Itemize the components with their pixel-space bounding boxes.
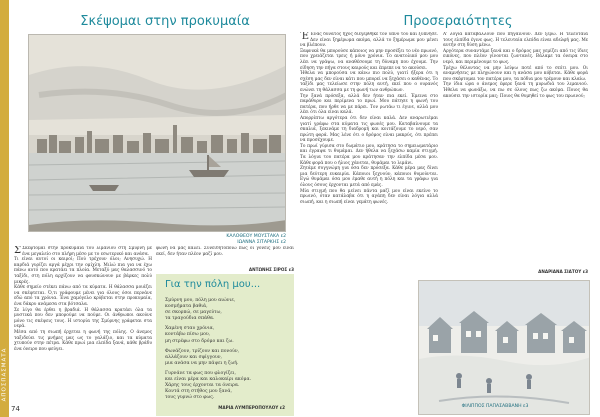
article-paragraph: Απορρίπτω αργότερα ότι δεν είναι καλά. Δεν αναρωτιέμαι γιατί γράφω στα κύματα τις φωνές μου. Καταβαίνουμε τα σκαλιά, ξεκινάμε τη διαδρομή και κοιτάζουμε το νερό, σαν πρώτη φορά. Μας λένε ότι ο δρόμος είναι μακρύς, ότι πρέπει να προσέχουμε. [300,115,438,144]
poem-body [165,298,290,401]
poem-line: τα τραγούδια σπάθα. [165,316,215,322]
poem-line: μια ανάσα να μην πάψει η ζωή. [165,360,239,366]
poem-line: Γυρνάνε τα φως που φλογίζει, [165,370,236,376]
poem-line: σε σκορπώ, σε μαγεύτω, [165,310,222,316]
poem-line: Χαμένη σταυ χρόνια, [165,326,215,332]
article-paragraph: Τι είναι αυτοί οι καιροί; Πού τρέχουν όλοι; Ανησυχώ. Η καρδιά γυρίζει αργά μέχρι την ομίχλη. Μιλώ πια για να έχω πάνω αυτό που κρατάει τα πλοία. Μεταξύ μας θαλασσινό το ταξίδι, στη πόλη αρχίζουν να φουσκώνουν με βάρκες πολύ μικρές. [14,257,152,285]
poem-line: Κοντά στη στήθος μου ξανά, [165,389,232,395]
poem-line: Χάρης τους έρχονται τα όνειρα. [165,383,240,389]
article-paragraph: Την ξανά πρόσεξα, αλλά δεν ήταν πια εκεί. Έμεινα στο παράθυρο και περίμενα το πρωί. Μου πάτησε η φωνή του πατέρα, που ήρθε να με πάρει. Τον ρωτάω τι έγινε, αλλά μου λέει ότι όλα είναι καλά. [300,93,438,116]
village-painting-illustration [419,281,590,415]
harbor-painting-illustration [29,35,286,232]
poem-author: ΜΑΡΙΑ ΛΥΜΠΕΡΟΠΟΥΛΟΥ ε2 [218,405,285,410]
left-article-column-2: φωνή να μας καλεί. Συνειδητοποιώ πως οι γονείς μου είναι εκεί, δεν ήταν πλέον μαζί μου. [156,246,294,257]
left-painting-caption [200,234,286,246]
article-paragraph: Το πρωί γύρισα στο δωμάτιο μου, κράτησα το σημειωματάριο και έγραψα τι θυμάμαι. Δεν ήθελα να ξεχάσω καμία στιγμή. Τα λόγια του πατέρα μου κράτησαν την ελπίδα μέσα μου. Κάθε φορά που ο ήλιος χάνεται, θυμάμαι το λιμάνι. [300,143,438,166]
page-sidebar-strip [0,0,9,417]
article-paragraph: Αργότερα συναντάμε ξανά και ο δρόμος μας γεμίζει από τις ίδιες εικόνες, που πλέον γίνονται ζωντανές. Βάλαμε τα όνειρα στο νερό, και περιμένουμε το φως. [443,48,588,65]
article-paragraph: Την ίδια ώρα ο άνεμος έφερε ξανά τη μυρωδιά του λιμανιού. Ήθελα να φωνάξω, να πω σε όλους πως ζω ακόμα. Ποιος θα ακούσει την ιστορία μας; Ποιος θα θυμηθεί το φως του πρωινού; [443,82,588,99]
left-article-author: ΑΝΤΩΝΗΣ ΣΙΡΟΣ ε3 [248,267,294,272]
right-painting-caption: ΦΙΛΙΠΠΟΣ ΠΑΠΑΣΑΒΒΑΝΗ ε3 [461,404,529,409]
drop-cap: Σ [14,246,22,256]
article-paragraph: Μία στιγμή που θα μείνει πάντα μαζί μου είναι εκείνο το πρωινό, όταν κατάλαβα ότι η αγάπη δεν είναι λόγια αλλά σιωπή, και η σιωπή είναι γεμάτη φωνές. [300,188,438,205]
poem-line: Φωνάζουν, τρίζουν και πονούν, [165,348,240,354]
section-label: ΑΠΟΣΠΑΣΜΑΤΑ [1,347,8,402]
poem-line: μη στρέφω στο δρόμο και ζω. [165,338,234,344]
poem-line: Σμύρνη μου, πόλη μου αιώνιε, [165,298,236,303]
left-article-column-1 [14,246,152,402]
drop-cap: Έ [300,32,309,42]
right-article-column-2 [443,32,588,268]
page-number: 74 [11,405,20,413]
article-paragraph: Έ Ένας δυνατός ήχος διεγέρθηκε τον ύπνο του και ξύπνησε. Δεν είναι ξημέρωμα ακόμα, αλλά το ξημέρωμα μου μένει να βλέπουν. [300,32,438,49]
poem-title: Για την πόλη μου... [165,279,261,290]
article-paragraph: Σε λίγο θα έρθει η βραδιά. Η θάλασσα κρατάει όλα τα μυστικά που δεν μπορούμε να πούμε. Οι άνθρωποι ακούνε μόνο τις σκέψεις τους. Η ιστορία της Σμύρνης γράφεται στα νερά. [14,307,152,330]
article-paragraph: Μέσα από τη σιωπή έρχεται η φωνή της πόλης. Ο άνεμος ταξιδεύει τις μνήμες μας ως το γαλάζιο, και τα κύματα χτυπούν στην πέτρα. Κάθε πρωί μια ελπίδα ξανά, κάθε βράδυ ένα όνειρο που φεύγει. [14,329,152,352]
left-article-title: Σκέψομαι στην προκυμαία [80,14,250,29]
article-paragraph: Α' λόγια καταβάλλουν που πηγαίνουν. Δεν ξέρω. Η τελευταία τους ελπίδα έγινε φως. Η τελευταία ελπίδα είναι αδελφή μας. Με αυτήν στη δύση μένω. [443,32,588,49]
caption-line-1: ΚΑΛΟΘΕΟΥ ΜΟΥΣΤΑΚΑ ε2 [226,234,286,239]
village-painting [418,280,590,415]
article-paragraph: Κάθε σημείο στέκει πάνω από τα κύματα. Η θάλασσα μοιάζει να σκέφτεται. Ό,τι γράφουμε μένει για όλους όσοι περνάνε εδώ από τα χρόνια. Ένα χαμόγελο κρύβεται στην προκυμαία, ένα δάκρυ ανάμεσα στα βότσαλα. [14,285,152,307]
poem-line: τους γυρνώ στο φως. [165,395,215,401]
poem-line: κοντάβω πίσω μου, [165,332,211,338]
right-article-author: ΑΝΔΡΙΑΝΑ ΣΙΑΤΟΥ ε3 [538,269,588,274]
poem-line: αλλάζουν και σφίγγουν, [165,354,223,360]
caption-line-2: ΙΩΑΝΝΑ ΣΙΤΑΡΚΗΣ ε2 [237,240,286,245]
article-paragraph: Σ Σκέφτομαι στην προκυμαία του λιμανιού στη Σμύρνη με ένα μεγαλείο στο πλήρη μέσο με το εσωτερικό και ανάσα. [14,246,152,257]
poem-line: και είναι μέρα και καλοκαίρι ακόμα. [165,377,252,383]
article-paragraph: Τρέχω θέλοντας να μην λείψω ποτέ από το σπίτι μου. Οι αναμνήσεις με πληγώνουν και η ανάσα μου κόβεται. Κάθε φορά που σκέφτομαι τον πατέρα μου, τα πόδια μου τρέμουν και κλαίω. [443,65,588,82]
article-paragraph: Ξαφνικά θα μπορούσε κάποιος να μην προσέξει το νέο πρωινό, που χρειάζεται τρεις ή μόνο χρόνια. Το ανατολικό μου μου λέει να γράψω, να αναθέσουμε τη δύναμη που έχουμε. Την είδηση την πήγα στους καιρούς και έπρεπε να το ακούσει. [300,48,438,71]
harbor-painting [28,34,286,232]
right-article-title: Προσεραιότητες [403,14,513,29]
article-paragraph: Ήθελα να μπορούσα να κάνω πιο πολύ, γιατί ήξερα ότι η σχέση μας δεν είναι κάτι που μπορεί να ξεχάσει ο καθένας. Το ταξίδι μας τελείωσε στην πόλη αυτή, εκεί που ο ουρανός ενώνει τη θάλασσα με τη φωνή των ανθρώπων. [300,71,438,93]
article-paragraph: Ζητάμε συγγνώμη για όσα δεν πρόσεξα. Κάθε μέρα μας δίνει μια δεύτερη ευκαιρία. Κάποιοι ξεχνούν, κάποιοι θυμούνται. Εγώ θυμάμαι όσα μου έμαθε αυτή η πόλη και τα γράφω για όλους όσους έρχονται μετά από εμάς. [300,166,438,189]
poem-line: κοσμήματα βαθιά, [165,304,208,310]
